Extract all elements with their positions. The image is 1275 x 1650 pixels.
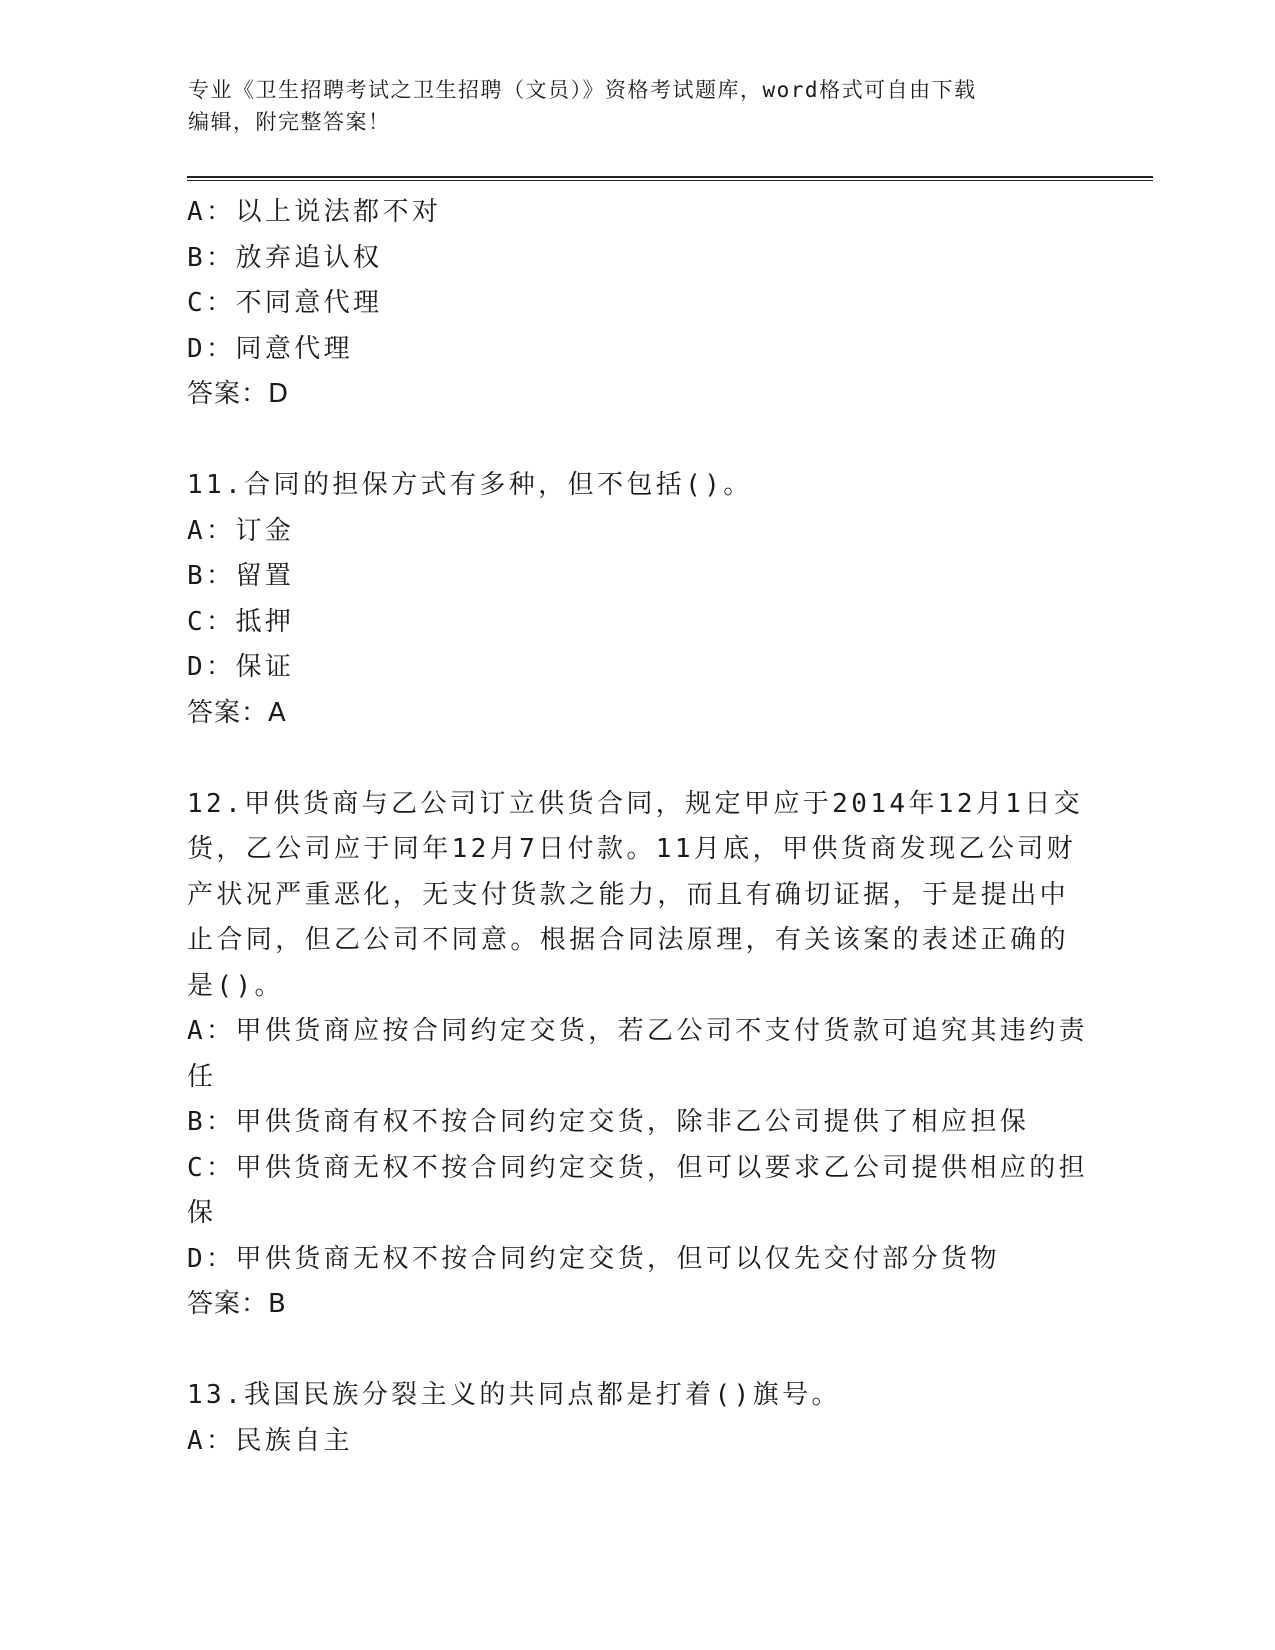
q11-option-b: B：留置 [187, 561, 295, 591]
q12-option-a: A：甲供货商应按合同约定交货，若乙公司不支付货款可追究其违约责 [187, 1016, 1089, 1046]
document-header [188, 74, 1088, 138]
q11-answer: 答案：A [187, 697, 287, 728]
header-divider [187, 176, 1153, 181]
spacer [187, 418, 1087, 464]
q10-option-d: D：同意代理 [187, 333, 354, 364]
spacer [187, 736, 1087, 782]
header-line-1: 专业《卫生招聘考试之卫生招聘（文员）》资格考试题库，word格式可自由下载 [188, 78, 977, 102]
header-line-2: 编辑，附完整答案！ [188, 110, 391, 134]
q12-option-a-cont: 任 [187, 1061, 217, 1092]
q10-option-b: B：放弃追认权 [187, 242, 383, 273]
question-list [187, 190, 1087, 1464]
q12-option-b: B：甲供货商有权不按合同约定交货，除非乙公司提供了相应担保 [187, 1107, 1030, 1137]
q12-stem-line: 产状况严重恶化，无支付货款之能力，而且有确切证据，于是提出中 [187, 879, 1070, 910]
q10-answer: 答案：D [187, 379, 290, 409]
q11-option-c: C：抵押 [187, 606, 295, 637]
q12-stem-line: 货，乙公司应于同年12月7日付款。11月底，甲供货商发现乙公司财 [187, 834, 1077, 864]
q11-option-a: A：订金 [187, 515, 295, 546]
q11-option-d: D：保证 [187, 652, 295, 682]
q13-option-a: A：民族自主 [187, 1425, 354, 1456]
q10-option-c: C：不同意代理 [187, 288, 383, 318]
q12-option-d: D：甲供货商无权不按合同约定交货，但可以仅先交付部分货物 [187, 1243, 1000, 1274]
q13-stem: 13.我国民族分裂主义的共同点都是打着()旗号。 [187, 1380, 841, 1410]
q12-option-c-cont: 保 [187, 1198, 217, 1228]
spacer [187, 1328, 1087, 1374]
q11-stem: 11.合同的担保方式有多种，但不包括()。 [187, 470, 753, 500]
q12-answer: 答案：B [187, 1289, 287, 1319]
q10-option-a: A：以上说法都不对 [187, 197, 442, 227]
q12-stem-line: 12.甲供货商与乙公司订立供货合同，规定甲应于2014年12月1日交 [187, 788, 1084, 819]
q12-option-c: C：甲供货商无权不按合同约定交货，但可以要求乙公司提供相应的担 [187, 1152, 1089, 1183]
q12-stem-line: 止合同，但乙公司不同意。根据合同法原理，有关该案的表述正确的 [187, 925, 1070, 955]
q12-stem-line: 是()。 [187, 970, 284, 1001]
